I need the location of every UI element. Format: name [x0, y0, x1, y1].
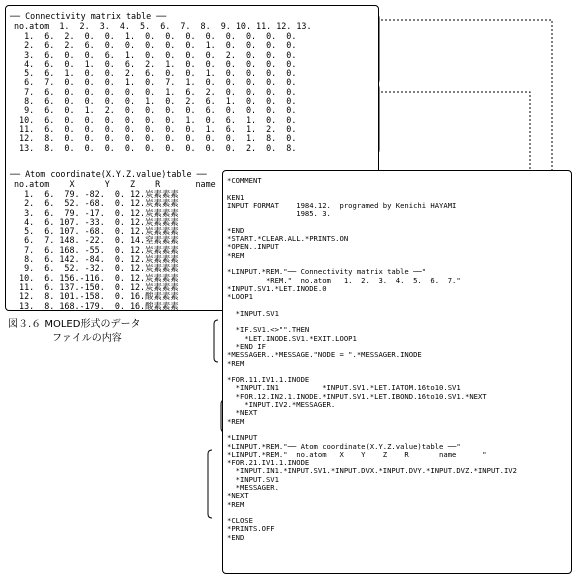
code-line — [227, 185, 517, 193]
code-line: *END — [227, 225, 245, 235]
code-line: *FOR.11.IV1.1.INODE — [227, 375, 310, 385]
atom-row: 4. 6. 107. -33. 0. 12.炭素素素 — [14, 216, 179, 227]
code-line: 1985. 3. — [227, 209, 331, 219]
connectivity-row: 5. 6. 1. 0. 0. 2. 6. 0. 0. 1. 0. 0. 0. 0. — [14, 68, 297, 79]
code-line: *OPEN..INPUT — [227, 242, 279, 252]
code-line: *INPUT.IN1 *INPUT.SV1.*LET.IATOM.16to10.SV1 — [227, 383, 461, 393]
atom-row: 1. 6. 79. -82. 0. 12.炭素素素 — [14, 189, 179, 199]
figure-caption — [8, 318, 140, 346]
connectivity-row: 3. 6. 0. 0. 6. 1. 0. 0. 0. 0. 2. 0. 0. 0. — [14, 49, 297, 60]
code-line: *REM — [227, 250, 245, 260]
code-line: *NEXT — [227, 491, 249, 501]
atom-table-title: ── Atom coordinate(X.Y.Z.value)table ── — [10, 169, 207, 179]
connectivity-row: 6. 7. 0. 0. 0. 1. 0. 7. 1. 0. 0. 0. 0. 0. — [14, 77, 297, 88]
code-line: *INPUT.SV1.*LET.INODE.0 — [227, 283, 327, 293]
atom-row: 5. 6. 107. -68. 0. 12.炭素素素 — [14, 226, 179, 237]
code-line: *END IF — [227, 341, 266, 351]
code-line: *LINPUT.*REM." no.atom X Y Z R name " — [227, 449, 487, 459]
code-line: *LINPUT.*REM."── Connectivity matrix table ──" — [227, 267, 427, 277]
caption-line-2: ファイルの内容 — [52, 333, 122, 344]
program-listing-panel — [222, 170, 572, 574]
code-line: *END — [227, 532, 245, 542]
atom-row: 13. 8. 168.-179. 0. 16.酸素素素 — [14, 300, 179, 311]
code-line: *PRINTS.OFF — [227, 524, 275, 534]
code-line: *START.*CLEAR.ALL.*PRINTS.ON — [227, 234, 349, 244]
code-line: INPUT FORMAT 1984.12. programed by Kenichi HAYAMI — [227, 200, 457, 210]
code-line: *LOOP1 — [227, 292, 253, 302]
code-line: *REM — [227, 358, 245, 368]
connectivity-row: 4. 6. 0. 1. 0. 6. 2. 1. 0. 0. 0. 0. 0. 0. — [14, 58, 297, 69]
caption-line-1: 図３.６ MOLED形式のデータ — [8, 319, 141, 330]
connectivity-row: 8. 6. 0. 0. 0. 0. 1. 0. 2. 6. 1. 0. 0. 0. — [14, 96, 297, 107]
connectivity-row: 11. 6. 0. 0. 0. 0. 0. 0. 0. 1. 6. 1. 2. 0. — [14, 123, 297, 134]
code-line: *REM." no.atom 1. 2. 3. 4. 5. 6. 7." — [227, 275, 461, 285]
atom-row: 11. 6. 137.-150. 0. 12.炭素素素 — [14, 281, 179, 292]
connectivity-row: 12. 8. 0. 0. 0. 0. 0. 0. 0. 0. 0. 1. 8. 0. — [14, 133, 297, 144]
atom-title-text: Atom coordinate(X.Y.Z.value)table — [25, 169, 192, 179]
atom-row: 3. 6. 79. -17. 0. 12.炭素素素 — [14, 207, 179, 218]
atom-row: 9. 6. 52. -32. 0. 12.炭素素素 — [14, 263, 179, 274]
code-line: KEN1 — [227, 192, 245, 202]
code-line — [227, 509, 517, 517]
connectivity-row: 1. 6. 2. 0. 0. 1. 0. 0. 0. 0. 0. 0. 0. 0. — [14, 31, 297, 41]
atom-row: 6. 7. 148. -22. 0. 14.窒素素素 — [14, 235, 179, 246]
connectivity-row: 7. 6. 0. 0. 0. 0. 0. 1. 6. 2. 0. 0. 0. 0. — [14, 86, 297, 97]
atom-row: 10. 6. 156.-116. 0. 12.炭素素素 — [14, 272, 179, 283]
code-line: *FOR.21.IV1.1.INODE — [227, 458, 310, 468]
connectivity-row: 9. 6. 0. 1. 2. 0. 0. 0. 0. 6. 0. 0. 0. 0. — [14, 105, 297, 116]
code-line: *FOR.12.IN2.1.INODE.*INPUT.SV1.*LET.IBOND.16to10.SV1.*NEXT — [227, 391, 487, 401]
connectivity-table-title: ── Connectivity matrix table ── — [10, 11, 167, 21]
code-line: *MESSAGER. — [227, 482, 279, 492]
code-line: *INPUT.IV2.*MESSAGER. — [227, 400, 336, 410]
code-line: *LINPUT.*REM."── Atom coordinate(X.Y.Z.value)table ──" — [227, 441, 461, 451]
code-line: *NEXT — [227, 408, 258, 418]
code-line: *MESSAGER..*MESSAGE."NODE = ".*MESSAGER.INODE — [227, 350, 422, 360]
atom-row: 2. 6. 52. -68. 0. 12.炭素素素 — [14, 198, 179, 209]
connectivity-title-text: Connectivity matrix table — [25, 11, 152, 21]
code-line: *LET.INODE.SV1.*EXIT.LOOP1 — [227, 333, 357, 343]
connectivity-table-rows — [14, 32, 296, 153]
connectivity-row: 2. 6. 2. 6. 0. 0. 0. 0. 0. 1. 0. 0. 0. 0. — [14, 40, 297, 51]
code-line: *LINPUT — [227, 433, 258, 443]
code-line: *INPUT.SV1 — [227, 474, 279, 484]
atom-row: 7. 6. 168. -55. 0. 12.炭素素素 — [14, 244, 179, 255]
connectivity-row: 13. 8. 0. 0. 0. 0. 0. 0. 0. 0. 0. 2. 0. 8. — [14, 142, 297, 153]
code-line: *REM — [227, 499, 245, 509]
code-line: *CLOSE — [227, 516, 253, 526]
code-line — [227, 426, 517, 434]
atom-row: 12. 8. 101.-158. 0. 16.酸素素素 — [14, 291, 179, 302]
code-line: *IF.SV1.<>"".THEN — [227, 325, 310, 335]
code-line: *COMMENT — [227, 176, 262, 185]
program-code — [227, 177, 517, 542]
connectivity-row: 10. 6. 0. 0. 0. 0. 0. 0. 1. 0. 6. 1. 0. 0. — [14, 114, 297, 125]
code-line: *INPUT.SV1 — [227, 308, 279, 318]
atom-table-header: no.atom X Y Z R name — [14, 179, 216, 189]
connectivity-table-header: no.atom 1. 2. 3. 4. 5. 6. 7. 8. 9. 10. 11. 12. 13. — [14, 21, 312, 31]
atom-row: 8. 6. 142. -84. 0. 12.炭素素素 — [14, 254, 179, 265]
code-line: *REM — [227, 416, 245, 426]
atom-table-rows — [14, 190, 179, 311]
code-line: *INPUT.IN1.*INPUT.SV1.*INPUT.DVX.*INPUT.DVY.*INPUT.DVZ.*INPUT.IV2 — [227, 466, 517, 476]
code-line — [227, 218, 517, 226]
